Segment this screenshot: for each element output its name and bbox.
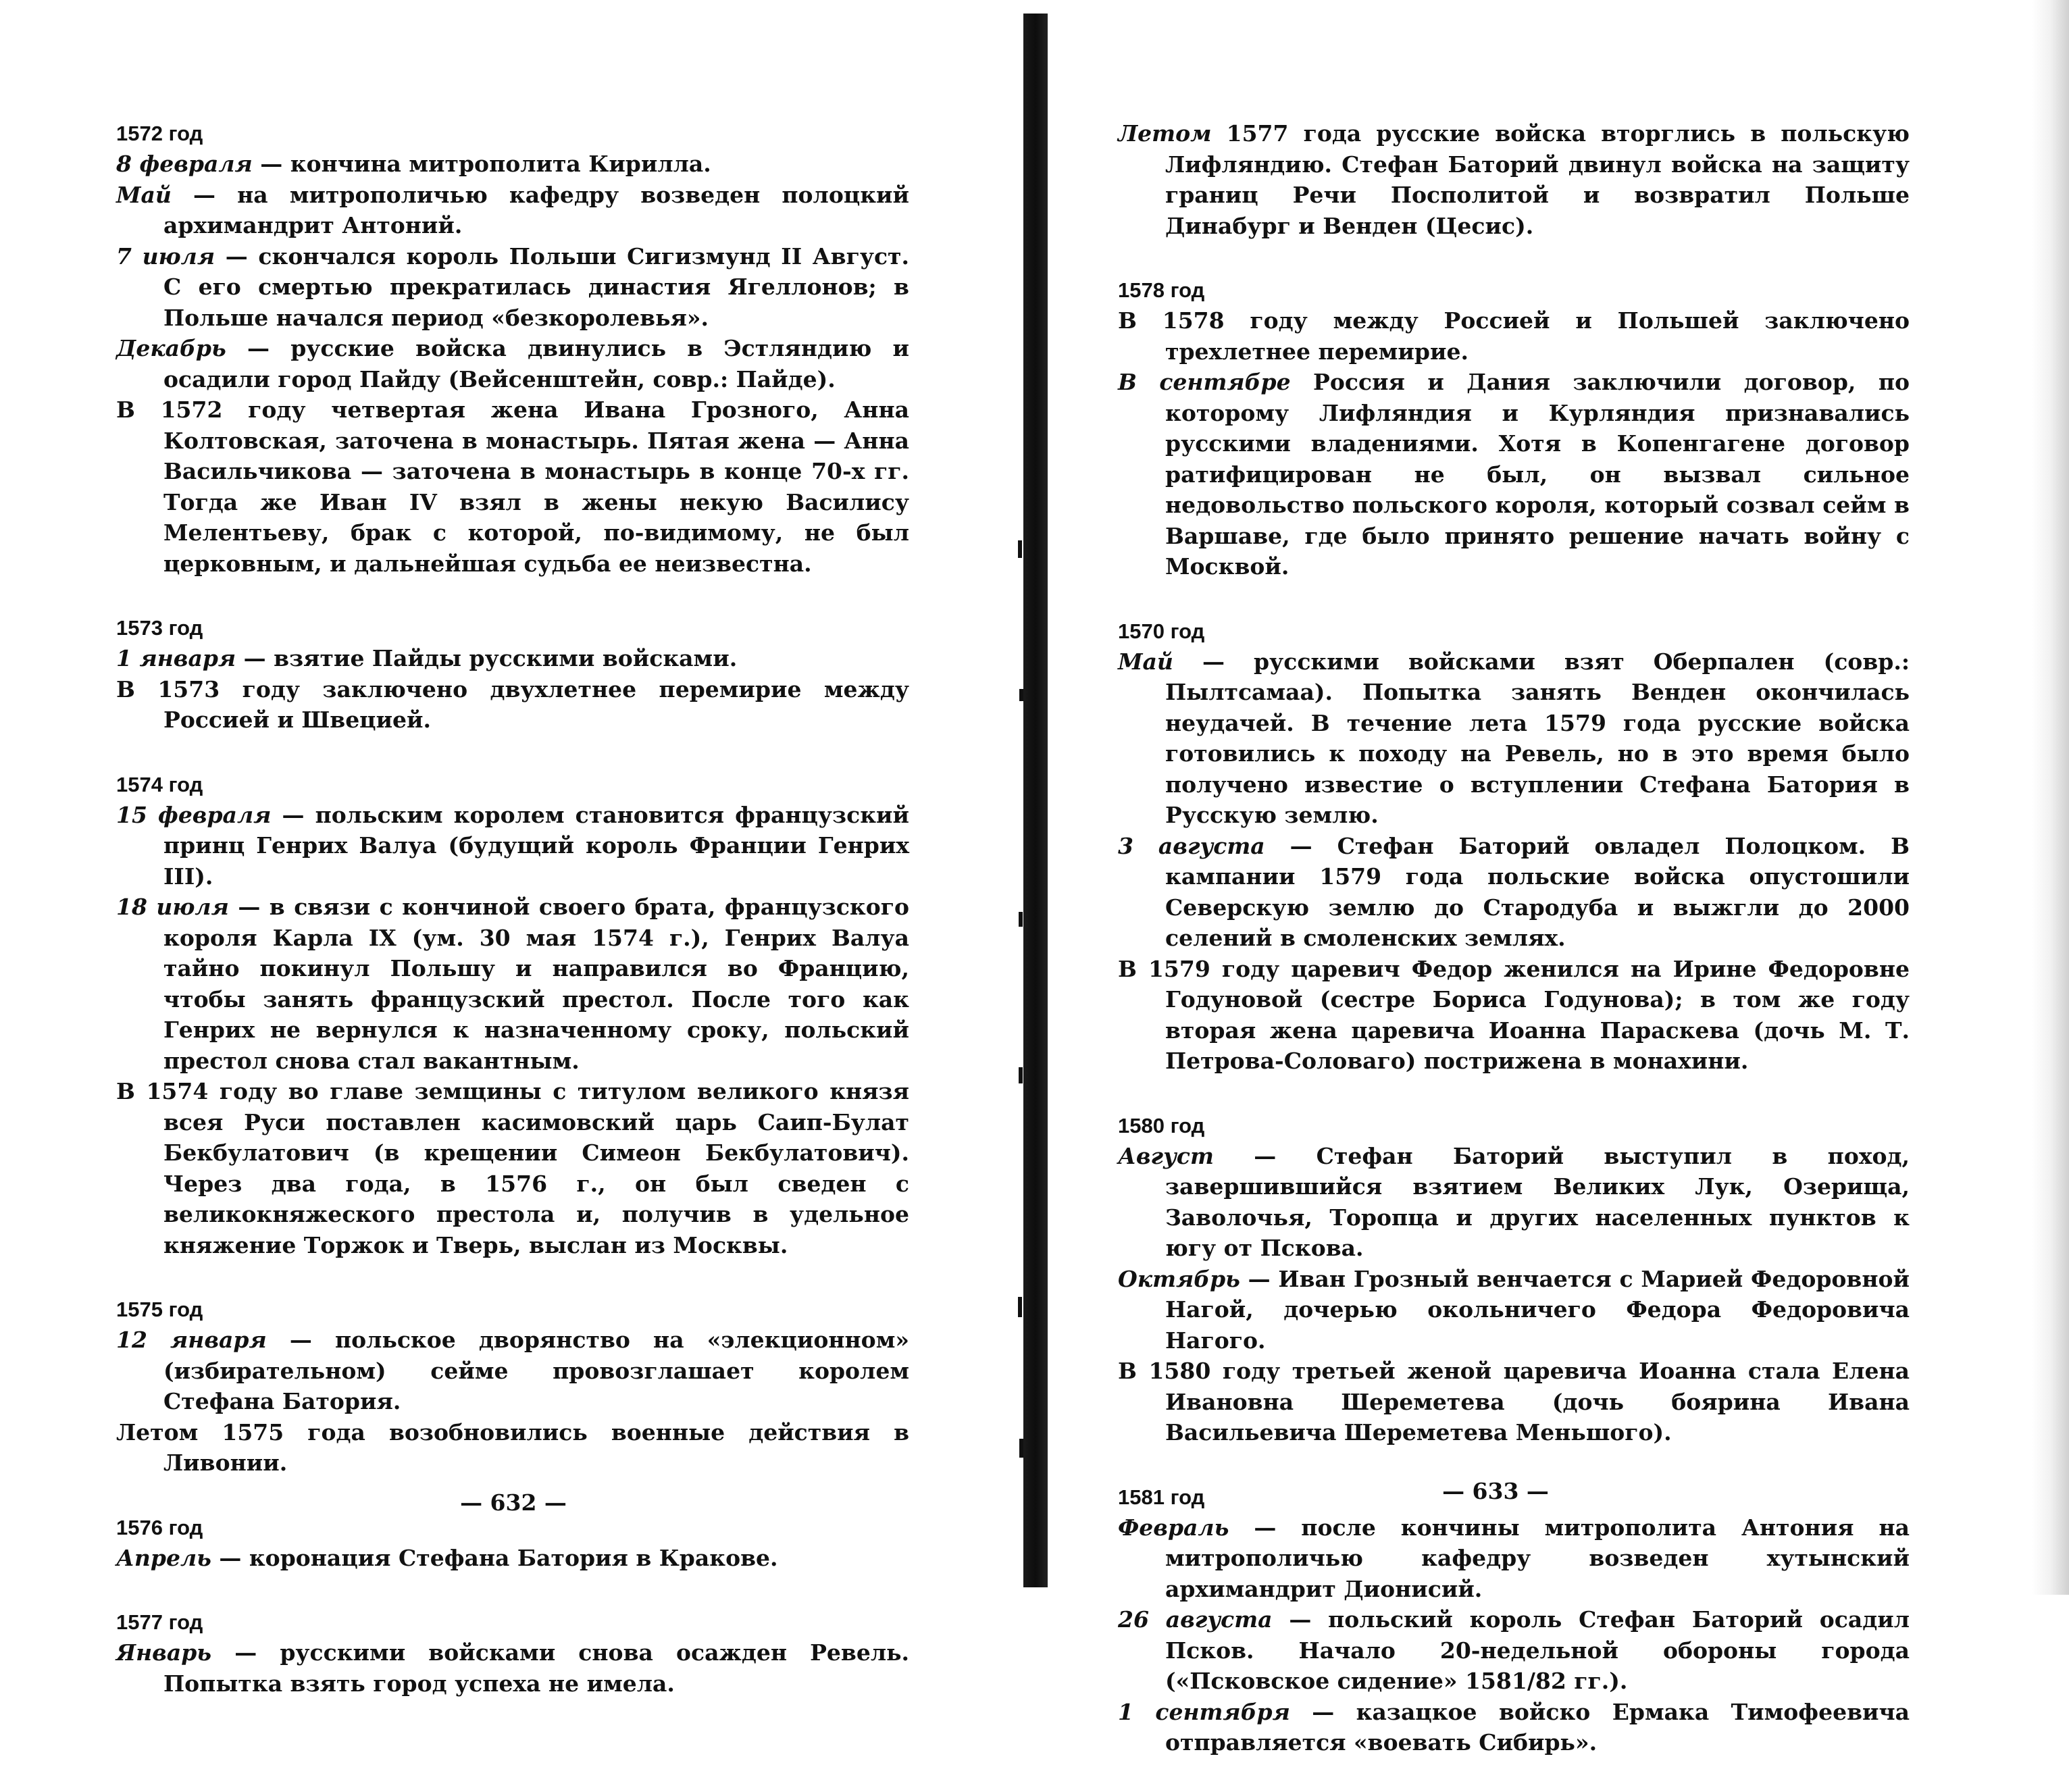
entry-text: Летом 1575 года возобновились военные действия в Ливонии.	[116, 1418, 909, 1476]
chronicle-entry	[1118, 1697, 1910, 1758]
chronicle-entry	[116, 1325, 909, 1417]
entry-date: 26 августа	[1118, 1606, 1273, 1633]
entry-text: В 1578 году между Россией и Польшей заключено трехлетнее перемирие.	[1118, 307, 1910, 365]
entry-text: — русскими войсками взят Оберпален (совр.: Пылтсамаа). Попытка занять Венден окончилась неудачей. В течение лета 1579 года русские войска готовились к походу на Ревель, но в это время было получено известие о вступлении Стефана Батория в Русскую землю.	[1165, 648, 1910, 828]
entry-text: В 1572 году четвертая жена Ивана Грозного, Анна Колтовская, заточена в монастырь. Пятая жена — Анна Васильчикова — заточена в монастырь в конце 70-х гг. Тогда же Иван IV взял в жены некую Василису Мелентьеву, брак с которой, по-видимому, не был церковным, и дальнейшая судьба ее неизвестна.	[116, 396, 909, 577]
right-page	[1027, 0, 2069, 1756]
chronicle-entry	[1118, 831, 1910, 954]
entry-date: В сентябре	[1118, 369, 1291, 395]
chronicle-entry	[1118, 1264, 1910, 1356]
entry-text: 1577 года русские войска вторглись в польскую Лифляндию. Стефан Баторий двинул войска на защиту границ Речи Посполитой и возвратил Польше Динабург и Венден (Цесис).	[1165, 120, 1910, 239]
year-entries	[1118, 305, 1910, 582]
entry-text: — Иван Грозный венчается с Марией Федоровной Нагой, дочерью окольничего Федора Федоровича Нагого.	[1165, 1265, 1910, 1354]
entry-text: — Стефан Баторий овладел Полоцком. В кампании 1579 года польские войска опустошили Северскую землю до Стародуба и выжгли до 2000 селений в смоленских землях.	[1165, 832, 1910, 951]
year-entries	[116, 1637, 909, 1699]
chronicle-entry	[116, 1076, 909, 1260]
entry-date: 1 января	[116, 645, 236, 671]
entry-text: В 1580 году третьей женой царевича Иоанна стала Елена Ивановна Шереметева (дочь боярина Ивана Васильевича Шереметева Меньшого).	[1118, 1358, 1910, 1445]
entry-text: — Стефан Баторий выступил в поход, завершившийся взятием Великих Лук, Озерища, Заволочья, Торопца и других населенных пунктов к югу от Пскова.	[1165, 1142, 1910, 1261]
year-heading: 1572 год	[116, 122, 203, 145]
entry-date: 18 июля	[116, 894, 229, 920]
year-heading: 1573 год	[116, 616, 203, 640]
entry-text: В 1574 году во главе земщины с титулом великого князя всея Руси поставлен касимовский царь Саип-Булат Бекбулатович (в крещении Симеон Бекбулатович). Через два года, в 1576 г., он был сведен с великокняжеского престола и, получив в удельное княжение Торжок и Тверь, выслан из Москвы.	[116, 1078, 909, 1258]
entry-text: — скончался король Польши Сигизмунд II Август. С его смертью прекратилась династия Ягеллонов; в Польше начался период «безкоролевья».	[163, 242, 909, 331]
chronicle-entry	[1118, 1141, 1910, 1264]
entry-date: 7 июля	[116, 242, 215, 270]
right-column	[1118, 118, 1910, 1792]
entry-text: — коронация Стефана Батория в Кракове.	[211, 1544, 778, 1571]
year-entries	[1118, 118, 1910, 241]
chronicle-entry	[1118, 1604, 1910, 1697]
chronicle-entry	[1118, 1356, 1910, 1448]
entry-text: Россия и Дания заключили договор, по которому Лифляндия и Курляндия признавались русскими владениями. Хотя в Копенгагене договор ратифицирован не был, он вызвал сильное недовольство польского короля, который созвал сейм в Варшаве, где было принято решение начать войну с Москвой.	[1165, 369, 1910, 580]
chronicle-entry	[116, 394, 909, 579]
entry-date: Январь	[116, 1639, 212, 1666]
chronicle-entry	[116, 180, 909, 241]
entry-text: — русские войска двинулись в Эстляндию и осадили город Пайду (Вейсенштейн, совр.: Пайде).	[163, 335, 909, 392]
entry-date: 15 февраля	[116, 801, 272, 828]
chronicle-entry	[1118, 305, 1910, 367]
entry-date: Декабрь	[116, 335, 226, 361]
chronicle-entry	[116, 892, 909, 1076]
chronicle-entry	[1118, 954, 1910, 1077]
year-entries	[1118, 1512, 1910, 1758]
chronicle-entry	[116, 643, 909, 674]
chronicle-entry	[1118, 1512, 1910, 1605]
left-page	[0, 0, 1027, 1697]
entry-text: — русскими войсками снова осажден Ревель. Попытка взять город успеха не имела.	[163, 1639, 909, 1697]
year-entries	[116, 1543, 909, 1574]
entry-date: Октябрь	[1118, 1265, 1240, 1292]
left-page-number: — 632 —	[460, 1489, 567, 1516]
year-entries	[116, 800, 909, 1261]
entry-date: 3 августа	[1118, 832, 1265, 859]
year-heading: 1578 год	[1118, 278, 1205, 302]
chronicle-entry	[1118, 646, 1910, 831]
entry-date: Апрель	[116, 1544, 211, 1571]
entry-date: Май	[116, 181, 172, 208]
chronicle-entry	[1118, 118, 1910, 241]
page-edge-shadow	[2032, 0, 2069, 1595]
entry-date: Летом	[1118, 120, 1212, 147]
entry-text: — польское дворянство на «элекционном» (избирательном) сейме провозглашает королем Стефана Батория.	[163, 1327, 909, 1414]
chronicle-entry	[116, 241, 909, 334]
entry-date: Февраль	[1118, 1514, 1229, 1541]
entry-text: В 1573 году заключено двухлетнее перемирие между Россией и Швецией.	[116, 675, 909, 733]
year-heading: 1574 год	[116, 772, 203, 796]
entry-date: 1 сентября	[1118, 1698, 1290, 1725]
entry-text: — польским королем становится французский принц Генрих Валуа (будущий король Франции Генрих III).	[163, 801, 909, 890]
entry-date: 12 января	[116, 1327, 267, 1353]
entry-text: — после кончины митрополита Антония на митрополичью кафедру возведен хутынский архимандрит Дионисий.	[1165, 1514, 1910, 1602]
year-heading: 1577 год	[116, 1610, 203, 1634]
entry-text: — в связи с кончиной своего брата, французского короля Карла IX (ум. 30 мая 1574 г.), Генрих Валуа тайно покинул Польшу и направился во Францию, чтобы занять французский престол. После того как Генрих не вернулся к назначенному сроку, польский престол снова стал вакантным.	[163, 894, 909, 1074]
entry-text: — кончина митрополита Кирилла.	[252, 151, 711, 177]
entry-date: Май	[1118, 648, 1173, 675]
chronicle-entry	[116, 800, 909, 892]
year-heading: 1580 год	[1118, 1113, 1205, 1137]
year-heading: 1576 год	[116, 1515, 203, 1539]
year-entries	[116, 149, 909, 579]
chronicle-entry	[116, 1417, 909, 1479]
entry-text: — на митрополичью кафедру возведен полоцкий архимандрит Антоний.	[163, 181, 909, 238]
entry-text: — взятие Пайды русскими войсками.	[236, 645, 738, 671]
year-entries	[116, 643, 909, 736]
year-entries	[116, 1325, 909, 1479]
entry-text: — польский король Стефан Баторий осадил Псков. Начало 20-недельной обороны города («Псковское сидение» 1581/82 гг.).	[1165, 1606, 1910, 1694]
chronicle-entry	[116, 1543, 909, 1574]
right-page-number: — 633 —	[1442, 1478, 1549, 1504]
year-heading: 1575 год	[116, 1298, 203, 1321]
chronicle-entry	[116, 1637, 909, 1699]
year-entries	[1118, 1141, 1910, 1448]
entry-date: Август	[1118, 1142, 1214, 1169]
entry-text: В 1579 году царевич Федор женился на Ирине Федоровне Годуновой (сестре Бориса Годунова); в том же году вторая жена царевича Иоанна Параскева (дочь М. Т. Петрова-Соловаго) пострижена в монахини.	[1118, 955, 1910, 1074]
entry-text: — казацкое войско Ермака Тимофеевича отправляется «воевать Сибирь».	[1165, 1698, 1910, 1756]
year-heading: 1581 год	[1118, 1485, 1205, 1509]
year-entries	[1118, 646, 1910, 1077]
entry-date: 8 февраля	[116, 151, 253, 177]
year-heading: 1570 год	[1118, 619, 1205, 643]
chronicle-entry	[116, 674, 909, 736]
chronicle-entry	[116, 333, 909, 394]
chronicle-entry	[1118, 367, 1910, 582]
chronicle-entry	[116, 149, 909, 180]
